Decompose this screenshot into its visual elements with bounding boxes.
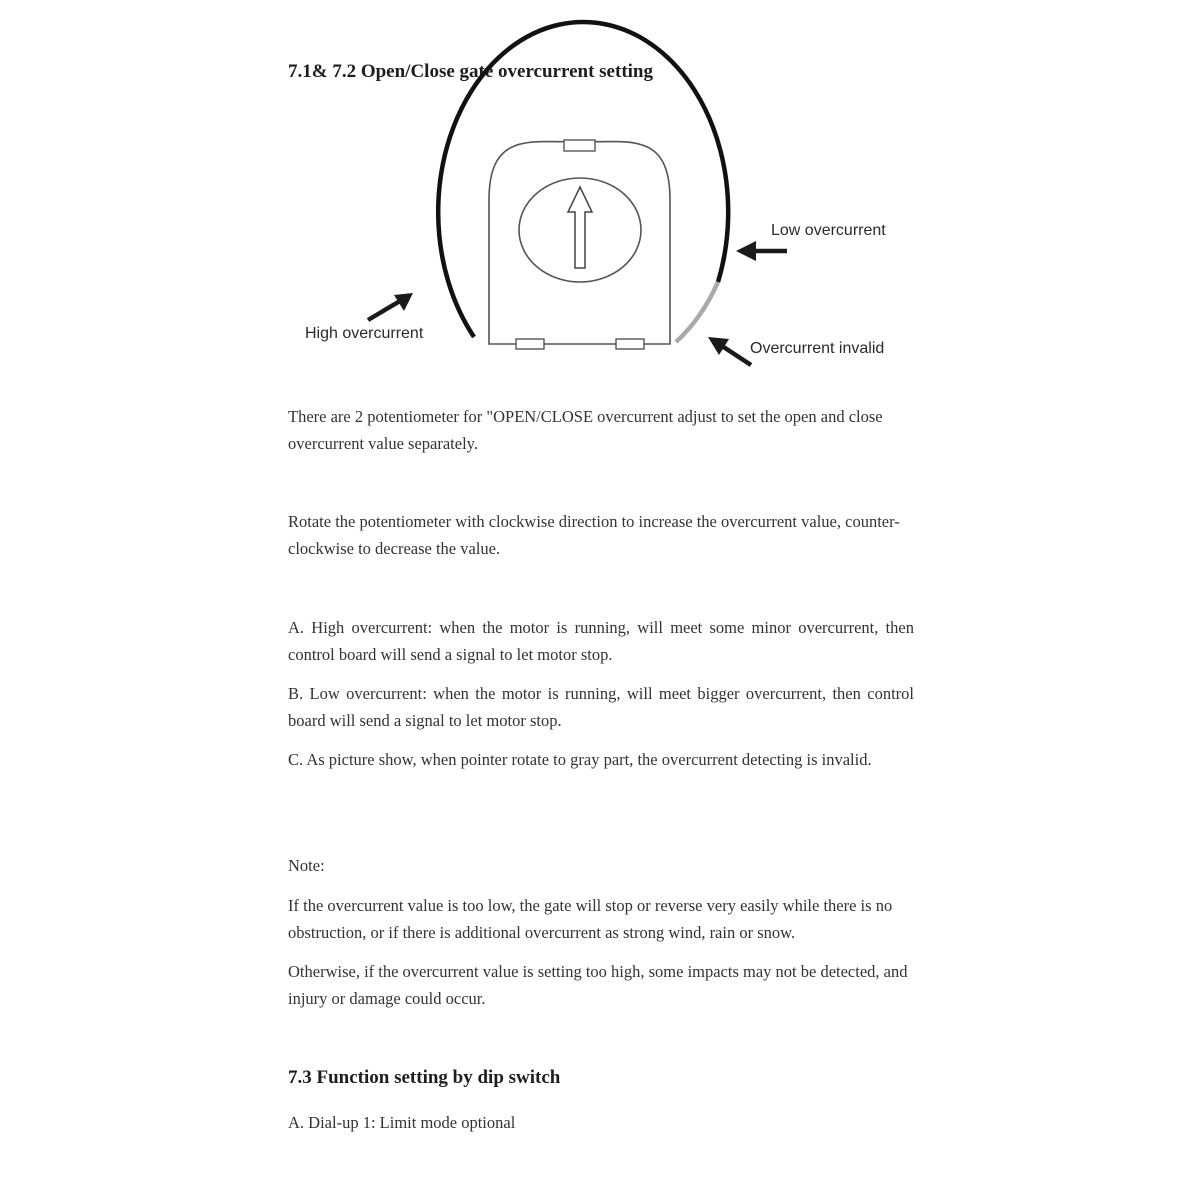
rotate-paragraph: Rotate the potentiometer with clockwise direction to increase the overcurrent value, counter-clockwise to decrease the value. bbox=[288, 512, 900, 558]
overcurrent-invalid-arc bbox=[676, 282, 718, 342]
section-heading-overcurrent: 7.1& 7.2 Open/Close gate overcurrent setting bbox=[288, 61, 653, 82]
item-low-overcurrent: B. Low overcurrent: when the motor is running, will meet bigger overcurrent, then control board will send a signal to let motor stop. bbox=[288, 684, 914, 730]
note-paragraph-high: Otherwise, if the overcurrent value is setting too high, some impacts may not be detected, and injury or damage could occur. bbox=[288, 962, 908, 1008]
overcurrent-invalid-label: Overcurrent invalid bbox=[750, 340, 885, 357]
note-paragraph-low: If the overcurrent value is too low, the gate will stop or reverse very easily while there is no obstruction, or if there is additional overcurrent as strong wind, rain or snow. bbox=[288, 896, 893, 942]
item-high-overcurrent: A. High overcurrent: when the motor is running, will meet some minor overcurrent, then control board will send a signal to let motor stop. bbox=[288, 618, 914, 664]
section-heading-dip-switch: 7.3 Function setting by dip switch bbox=[288, 1067, 561, 1088]
dial-up-item: A. Dial-up 1: Limit mode optional bbox=[288, 1113, 516, 1132]
potentiometer-diagram bbox=[0, 0, 1200, 400]
low-overcurrent-arrow-icon bbox=[736, 241, 787, 261]
potentiometer-top-tab bbox=[564, 140, 595, 151]
potentiometer-bottom-tab-right bbox=[616, 339, 644, 349]
item-invalid-zone: C. As picture show, when pointer rotate to gray part, the overcurrent detecting is invalid. bbox=[288, 750, 872, 769]
overcurrent-invalid-arrow-icon bbox=[708, 337, 751, 365]
note-label: Note: bbox=[288, 856, 325, 875]
intro-paragraph: There are 2 potentiometer for "OPEN/CLOSE overcurrent adjust to set the open and close overcurrent value separately. bbox=[288, 407, 883, 453]
high-overcurrent-arrow-icon bbox=[368, 293, 413, 320]
high-overcurrent-label: High overcurrent bbox=[305, 325, 424, 342]
potentiometer-bottom-tab-left bbox=[516, 339, 544, 349]
low-overcurrent-label: Low overcurrent bbox=[771, 222, 886, 239]
